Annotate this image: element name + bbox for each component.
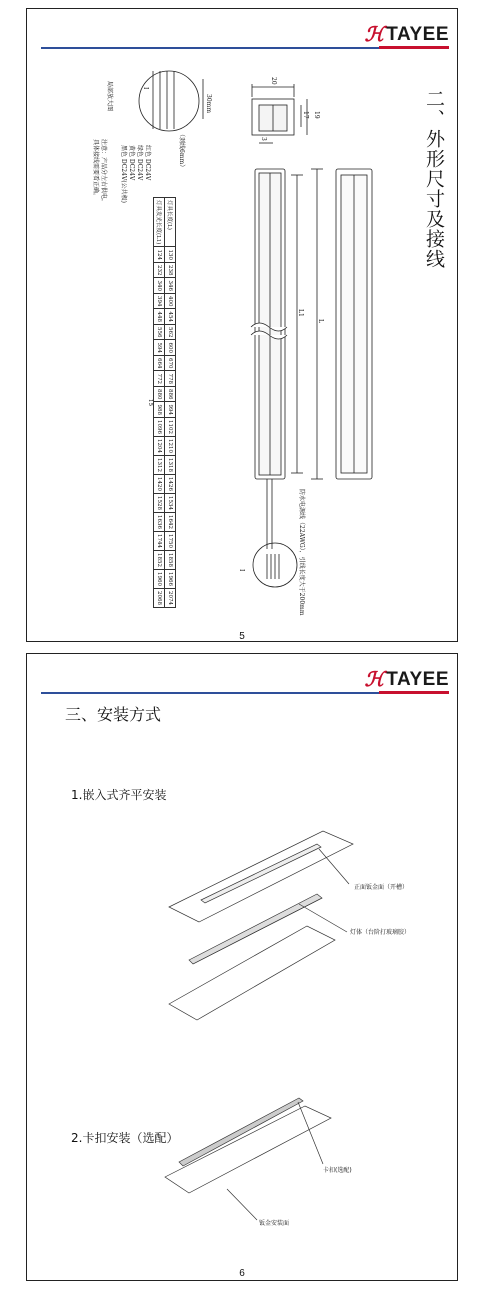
page-number: 5 — [239, 631, 245, 642]
detail-label: I — [238, 569, 245, 572]
section-heading-2: 2.卡扣安装（选配） — [71, 1131, 179, 1145]
table-cell: 880 — [154, 386, 165, 402]
table-cell: 2068 — [154, 588, 165, 607]
dim-l1: L1 — [297, 309, 304, 317]
table-cell: 1744 — [154, 531, 165, 550]
table-footer: 15 — [147, 398, 153, 406]
table-cell: 1312 — [154, 455, 165, 474]
table-header: 灯具发光长度(L1) — [154, 198, 165, 247]
brand-mark-icon: ℋ — [364, 669, 385, 691]
page-6 — [26, 653, 458, 1281]
table-cell: 400 — [165, 293, 176, 309]
table-cell: 1096 — [154, 417, 165, 436]
label-mount-panel: 钣金安装面 — [259, 1220, 290, 1227]
table-cell: 1966 — [165, 569, 176, 588]
table-cell: 448 — [154, 309, 165, 325]
detail-caption: 局部放大图 — [106, 81, 113, 112]
strip-note: （剥线6mm） — [178, 131, 185, 171]
table-row — [165, 198, 176, 608]
table-cell: 772 — [154, 371, 165, 387]
table-cell: 1636 — [154, 512, 165, 531]
table-cell: 1750 — [165, 531, 176, 550]
table-cell: 124 — [154, 247, 165, 263]
table-cell: 556 — [154, 324, 165, 340]
table-cell: 1426 — [165, 474, 176, 493]
remark-2: 具体接线需要看正确。 — [92, 139, 99, 200]
length-table — [147, 197, 176, 608]
table-cell: 1528 — [154, 493, 165, 512]
page-title: 二、外形尺寸及接线 — [423, 89, 445, 269]
dim-height: 19 — [313, 111, 320, 119]
table-cell: 1960 — [154, 569, 165, 588]
dimension-drawing — [27, 9, 458, 642]
table-cell: 1420 — [154, 474, 165, 493]
dim-wire: 30mm — [205, 94, 212, 114]
table-cell: 1858 — [165, 550, 176, 569]
label-clip: 卡扣(选配) — [323, 1167, 352, 1174]
table-cell: 2074 — [165, 588, 176, 607]
brand-mark-icon: ℋ — [364, 24, 385, 46]
dim-depth: 17 — [302, 111, 309, 119]
table-cell: 988 — [154, 402, 165, 418]
table-cell: 562 — [165, 324, 176, 340]
wire-black: 黑色 DC24V(公共极) — [120, 145, 127, 203]
table-cell: 238 — [165, 262, 176, 278]
table-cell: 1210 — [165, 436, 176, 455]
dim-l: L — [317, 319, 324, 323]
page-5 — [26, 8, 458, 642]
table-cell: 1852 — [154, 550, 165, 569]
dim-lip: 3 — [260, 137, 267, 141]
wire-yellow: 黄色 DC24V — [128, 145, 135, 181]
label-front-panel: 正面钣金面（开槽） — [354, 884, 409, 891]
table-cell: 346 — [165, 278, 176, 294]
remark-1: 注意：产品分左右供电， — [100, 139, 107, 206]
table-cell: 994 — [165, 402, 176, 418]
table-cell: 600 — [165, 340, 176, 356]
brand-name: TAYEE — [386, 668, 449, 690]
table-cell: 1102 — [165, 417, 176, 436]
table-cell: 778 — [165, 371, 176, 387]
table-cell: 1642 — [165, 512, 176, 531]
table-cell: 394 — [154, 293, 165, 309]
label-light-body: 灯体（台阶打玻璃胶） — [350, 929, 411, 936]
table-cell: 1204 — [154, 436, 165, 455]
page-title: 三、安装方式 — [65, 705, 162, 724]
wire-red: 红色 DC24V — [144, 145, 151, 181]
cable-note: 防水电源线（22AWG），引线长度大于200mm — [298, 489, 305, 616]
table-cell: 886 — [165, 386, 176, 402]
table-cell: 670 — [165, 355, 176, 371]
table-header: 灯具长度(L) — [165, 198, 176, 247]
table-cell: 1534 — [165, 493, 176, 512]
table-cell: 454 — [165, 309, 176, 325]
table-cell: 232 — [154, 262, 165, 278]
section-heading-1: 1.嵌入式齐平安装 — [71, 788, 167, 802]
table-cell: 594 — [154, 340, 165, 356]
page-number: 6 — [239, 1268, 245, 1279]
wire-green: 绿色 DC24V — [136, 145, 143, 181]
install-diagrams — [27, 654, 458, 1281]
table-row — [154, 198, 165, 608]
dim-width: 20 — [270, 77, 277, 85]
table-cell: 664 — [154, 355, 165, 371]
table-cell: 1318 — [165, 455, 176, 474]
detail-label-top: I — [142, 87, 149, 90]
table-cell: 130 — [165, 247, 176, 263]
table-cell: 340 — [154, 278, 165, 294]
brand-name: TAYEE — [386, 23, 449, 45]
